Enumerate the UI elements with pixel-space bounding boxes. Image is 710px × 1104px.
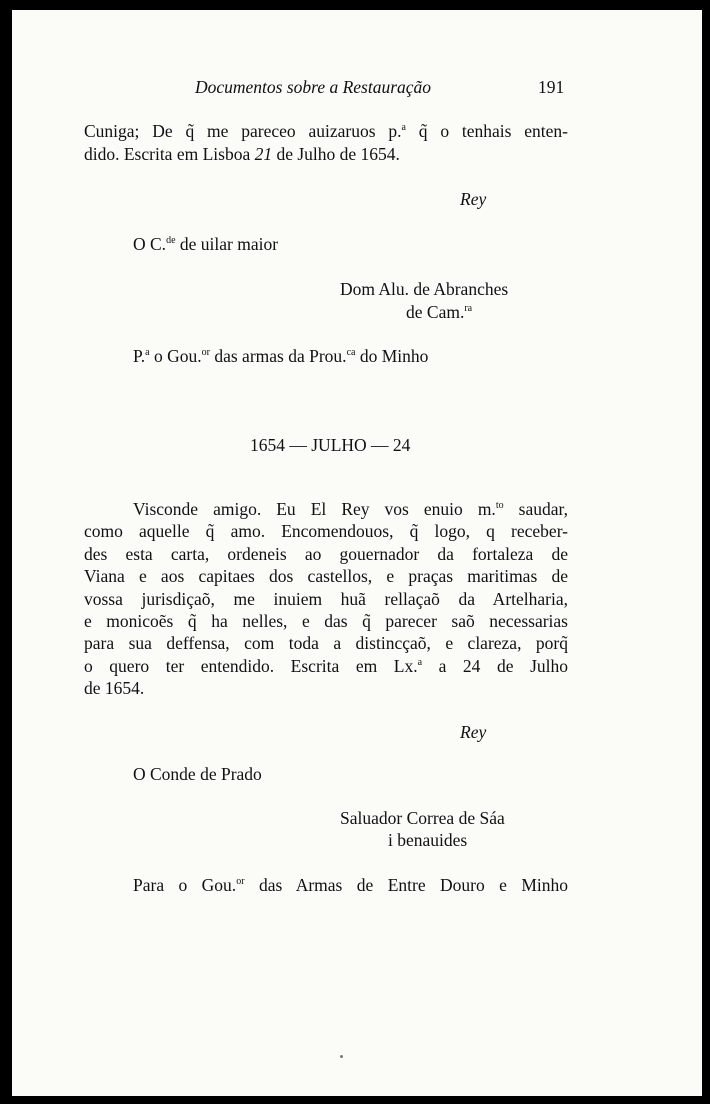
letter1-line-1: Cuniga; De q̃ me pareceo auizaruos p.$^a$ q̃ o tenhais enten- <box>84 121 568 141</box>
letter2-line-2: como aquelle q̃ amo. Encomendouos, q̃ logo, q receber- <box>84 521 568 541</box>
letter2-secretary-line-2: i benauides <box>388 830 468 850</box>
letter1-signature: Rey <box>460 189 487 209</box>
letter2-line-8: o quero ter entendido. Escrita em Lx.$^a$ a 24 de Julho <box>84 656 568 676</box>
letter2-address: Para o Gou.$^{or}$ das Armas de Entre Douro e Minho <box>133 875 568 895</box>
letter2-recipient: O Conde de Prado <box>133 764 262 784</box>
letter1-address: P.$^a$ o Gou.$^{or}$ das armas da Prou.$^{ca}$ do Minho <box>133 346 429 366</box>
letter2-line-3: des esta carta, ordeneis ao gouernador da fortaleza de <box>84 544 568 564</box>
letter2-line-5: vossa jurisdiçaõ, me inuiem huã rellaçaõ da Artelharia, <box>84 589 568 609</box>
letter2-line-7: para sua deffensa, com toda a distincçaõ, e clareza, porq̃ <box>84 633 568 653</box>
letter2-secretary-line-1: Saluador Correa de Sáa <box>340 808 505 828</box>
date-heading: 1654 — JULHO — 24 <box>250 435 411 455</box>
letter1-line-2: dido. Escrita em Lisboa 21 de Julho de 1654. <box>84 144 400 164</box>
letter2-signature: Rey <box>460 722 487 742</box>
letter2-line-6: e monicoẽs q̃ ha nelles, e das q̃ parecer saõ necessarias <box>84 611 568 631</box>
letter2-line-9: de 1654. <box>84 678 145 698</box>
running-title: Documentos sobre a Restauração <box>195 77 432 97</box>
page-speck <box>340 1055 343 1058</box>
letter1-secretary-line-1: Dom Alu. de Abranches <box>340 279 509 299</box>
letter1-secretary-line-2: de Cam.$^{ra}$ <box>406 302 473 322</box>
page-number: 191 <box>538 77 565 97</box>
letter2-line-1: Visconde amigo. Eu El Rey vos enuio m.$^{to}$ saudar, <box>133 499 568 519</box>
letter1-recipient: O C.$^{de}$ de uilar maior <box>133 234 279 254</box>
letter2-line-4: Viana e aos capitaes dos castellos, e praças maritimas de <box>84 566 568 586</box>
